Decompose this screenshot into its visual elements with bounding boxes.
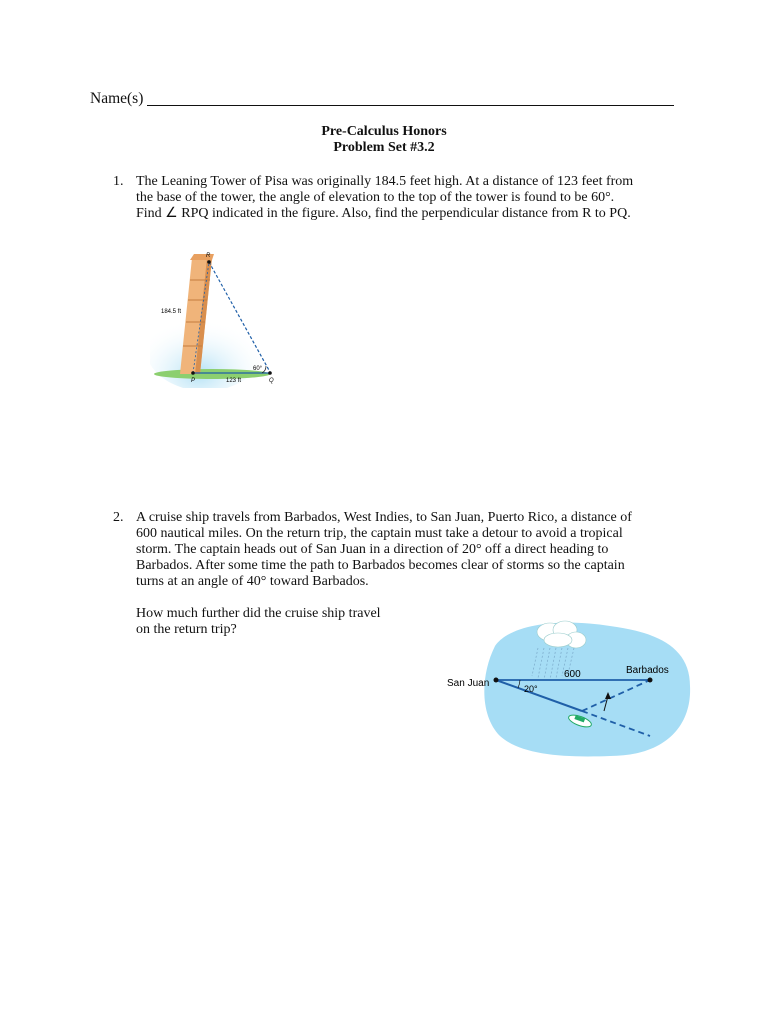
problem-2-question-line: on the return trip? — [136, 622, 237, 637]
tower-figure — [150, 246, 290, 388]
distance-label: 600 — [564, 669, 581, 680]
point-q-marker — [268, 371, 272, 375]
angle-20-label: 20° — [524, 684, 538, 694]
problem-2-text — [136, 510, 676, 590]
problem-2-line: storm. The captain heads out of San Juan in a direction of 20° off a direct heading to — [136, 542, 609, 557]
barbados-label: Barbados — [626, 665, 669, 676]
problem-2-number: 2. — [113, 510, 124, 525]
height-label: 184.5 ft — [161, 309, 182, 315]
base-label: 123 ft — [226, 378, 242, 384]
point-p-label: P — [191, 378, 196, 384]
problem-2-question — [136, 606, 426, 638]
point-p-marker — [191, 371, 195, 375]
problem-2-line: 600 nautical miles. On the return trip, the captain must take a detour to avoid a tropical — [136, 526, 623, 541]
name-blank-line — [147, 105, 674, 106]
san-juan-marker — [494, 678, 499, 683]
course-title: Pre-Calculus Honors — [321, 124, 447, 139]
cruise-route-figure — [440, 616, 698, 766]
point-r-label: R — [206, 253, 211, 259]
problem-2-question-line: How much further did the cruise ship travel — [136, 606, 381, 621]
point-r-marker — [207, 260, 211, 264]
problem-2-line: Barbados. After some time the path to Barbados becomes clear of storms so the captain — [136, 558, 625, 573]
problem-1-line: Find ∠ RPQ indicated in the figure. Also, find the perpendicular distance from R to PQ. — [136, 206, 631, 221]
name-label: Name(s) — [90, 90, 144, 107]
problem-1-text — [136, 174, 676, 222]
problem-1-line: The Leaning Tower of Pisa was originally 184.5 feet high. At a distance of 123 feet from — [136, 174, 634, 189]
problem-1-line: the base of the tower, the angle of elevation to the top of the tower is found to be 60°. — [136, 190, 615, 205]
problem-2-line: turns at an angle of 40° toward Barbados. — [136, 574, 369, 589]
angle-label: 60° — [253, 366, 263, 372]
problem-set-title: Problem Set #3.2 — [333, 140, 435, 155]
point-q-label: Q — [269, 378, 274, 384]
problem-1-number: 1. — [113, 174, 124, 189]
problem-2-line: A cruise ship travels from Barbados, West Indies, to San Juan, Puerto Rico, a distance of — [136, 510, 632, 525]
sea-region — [484, 623, 690, 757]
san-juan-label: San Juan — [447, 678, 490, 689]
barbados-marker — [648, 678, 653, 683]
